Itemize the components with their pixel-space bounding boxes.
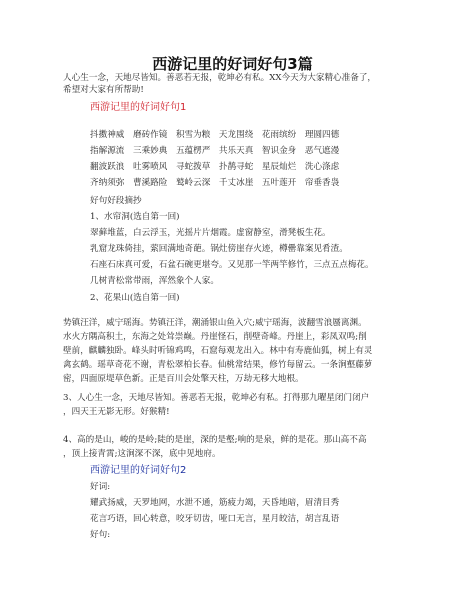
paragraph-line: 禽玄鹤。瑶草奇花不谢，青松翠柏长春。仙桃常结果，修竹每留云。一条涧壑藤萝 — [63, 360, 373, 370]
paragraph-line: 壁前，麒麟独卧。峰头时听锦鸡鸣，石窟每观龙出入。林中有寿鹿仙狐，树上有灵 — [63, 346, 373, 356]
subsection-title: 2、花果山(选自第一回) — [90, 293, 180, 303]
paragraph-line: ，四天王无影无形。好猴精! — [63, 407, 170, 417]
intro-line: 人心生一念，天地尽皆知。善恶若无报，乾坤必有私。XX今天为大家精心准备了， — [63, 73, 377, 83]
paragraph-line: 水火方隅高积土，东海之处耸崇巅。丹崖怪石，削壁奇峰。丹崖上，彩凤双鸣;削 — [63, 332, 367, 342]
word-row: 翻波跃浪 吐雾喷风 寻蛇拨草 扑鹊寻蛇 星辰灿烂 洗心涤虑 — [90, 162, 340, 172]
paragraph-line: ，顶上接青霄;这涧深不深，底中见地府。 — [63, 449, 221, 459]
paragraph-line: 密，四面原堤草色新。正是百川会处擎天柱，万劫无移大地根。 — [63, 374, 304, 384]
section1-heading: 西游记里的好词好句1 — [90, 102, 187, 113]
word-line: 耀武扬威，天罗地网，水泄不通，筋疲力竭，天昏地暗，眉清目秀 — [90, 498, 340, 508]
sentences-label: 好句: — [90, 530, 111, 540]
document-title: 西游记里的好词好句3篇 — [152, 55, 313, 73]
subsection-title: 1、水帘洞(选自第一回) — [90, 212, 180, 222]
paragraph-line: 4、高的是山，峻的是岭;陡的是崖，深的是壑;响的是泉，鲜的是花。那山高不高 — [63, 435, 367, 445]
quote-line: 几树青松常带雨，浑然象个人家。 — [90, 276, 219, 286]
word-row: 齐纳须弥 曹溪路险 鹫岭云深 千丈冰崖 五叶莲开 帘垂香袅 — [90, 178, 340, 188]
section2-heading: 西游记里的好词好句2 — [90, 465, 187, 476]
paragraph-line: 势镇汪洋，威宁瑶海。势镇汪洋，潮涌银山鱼入穴;威宁瑶海，波翻雪浪蜃离渊。 — [63, 318, 367, 328]
intro-line: 希望对大家有所帮助! — [63, 85, 144, 95]
good-sentences-label: 好句好段摘抄 — [90, 196, 142, 206]
words-label: 好词: — [90, 482, 111, 492]
word-row: 抖擞神威 磨砖作镜 积雪为粮 天龙围绕 花雨缤纷 理圆四德 — [90, 130, 340, 140]
paragraph-line: 3、人心生一念，天地尽皆知。善恶若无报，乾坤必有私。打得那九曜星闭门闭户 — [63, 393, 370, 403]
quote-line: 石座石床真可爱，石盆石碗更堪夸。又见那一竿两竿修竹，三点五点梅花。 — [90, 260, 374, 270]
word-row: 指解源流 三乘妙典 五蕴楞严 共乐天真 智识金身 恶气遮漫 — [90, 146, 340, 156]
quote-line: 翠藓堆蓝，白云浮玉，光摇片片烟霞。虚窗静室，滑凳板生花。 — [90, 228, 331, 238]
quote-line: 乳窟龙珠倚挂，萦回满地奇葩。锅灶傍崖存火迹，樽罍靠案见肴渣。 — [90, 244, 348, 254]
word-line: 花言巧语，回心转意，咬牙切齿，哑口无言，星月皎洁，胡言乱语 — [90, 514, 340, 524]
